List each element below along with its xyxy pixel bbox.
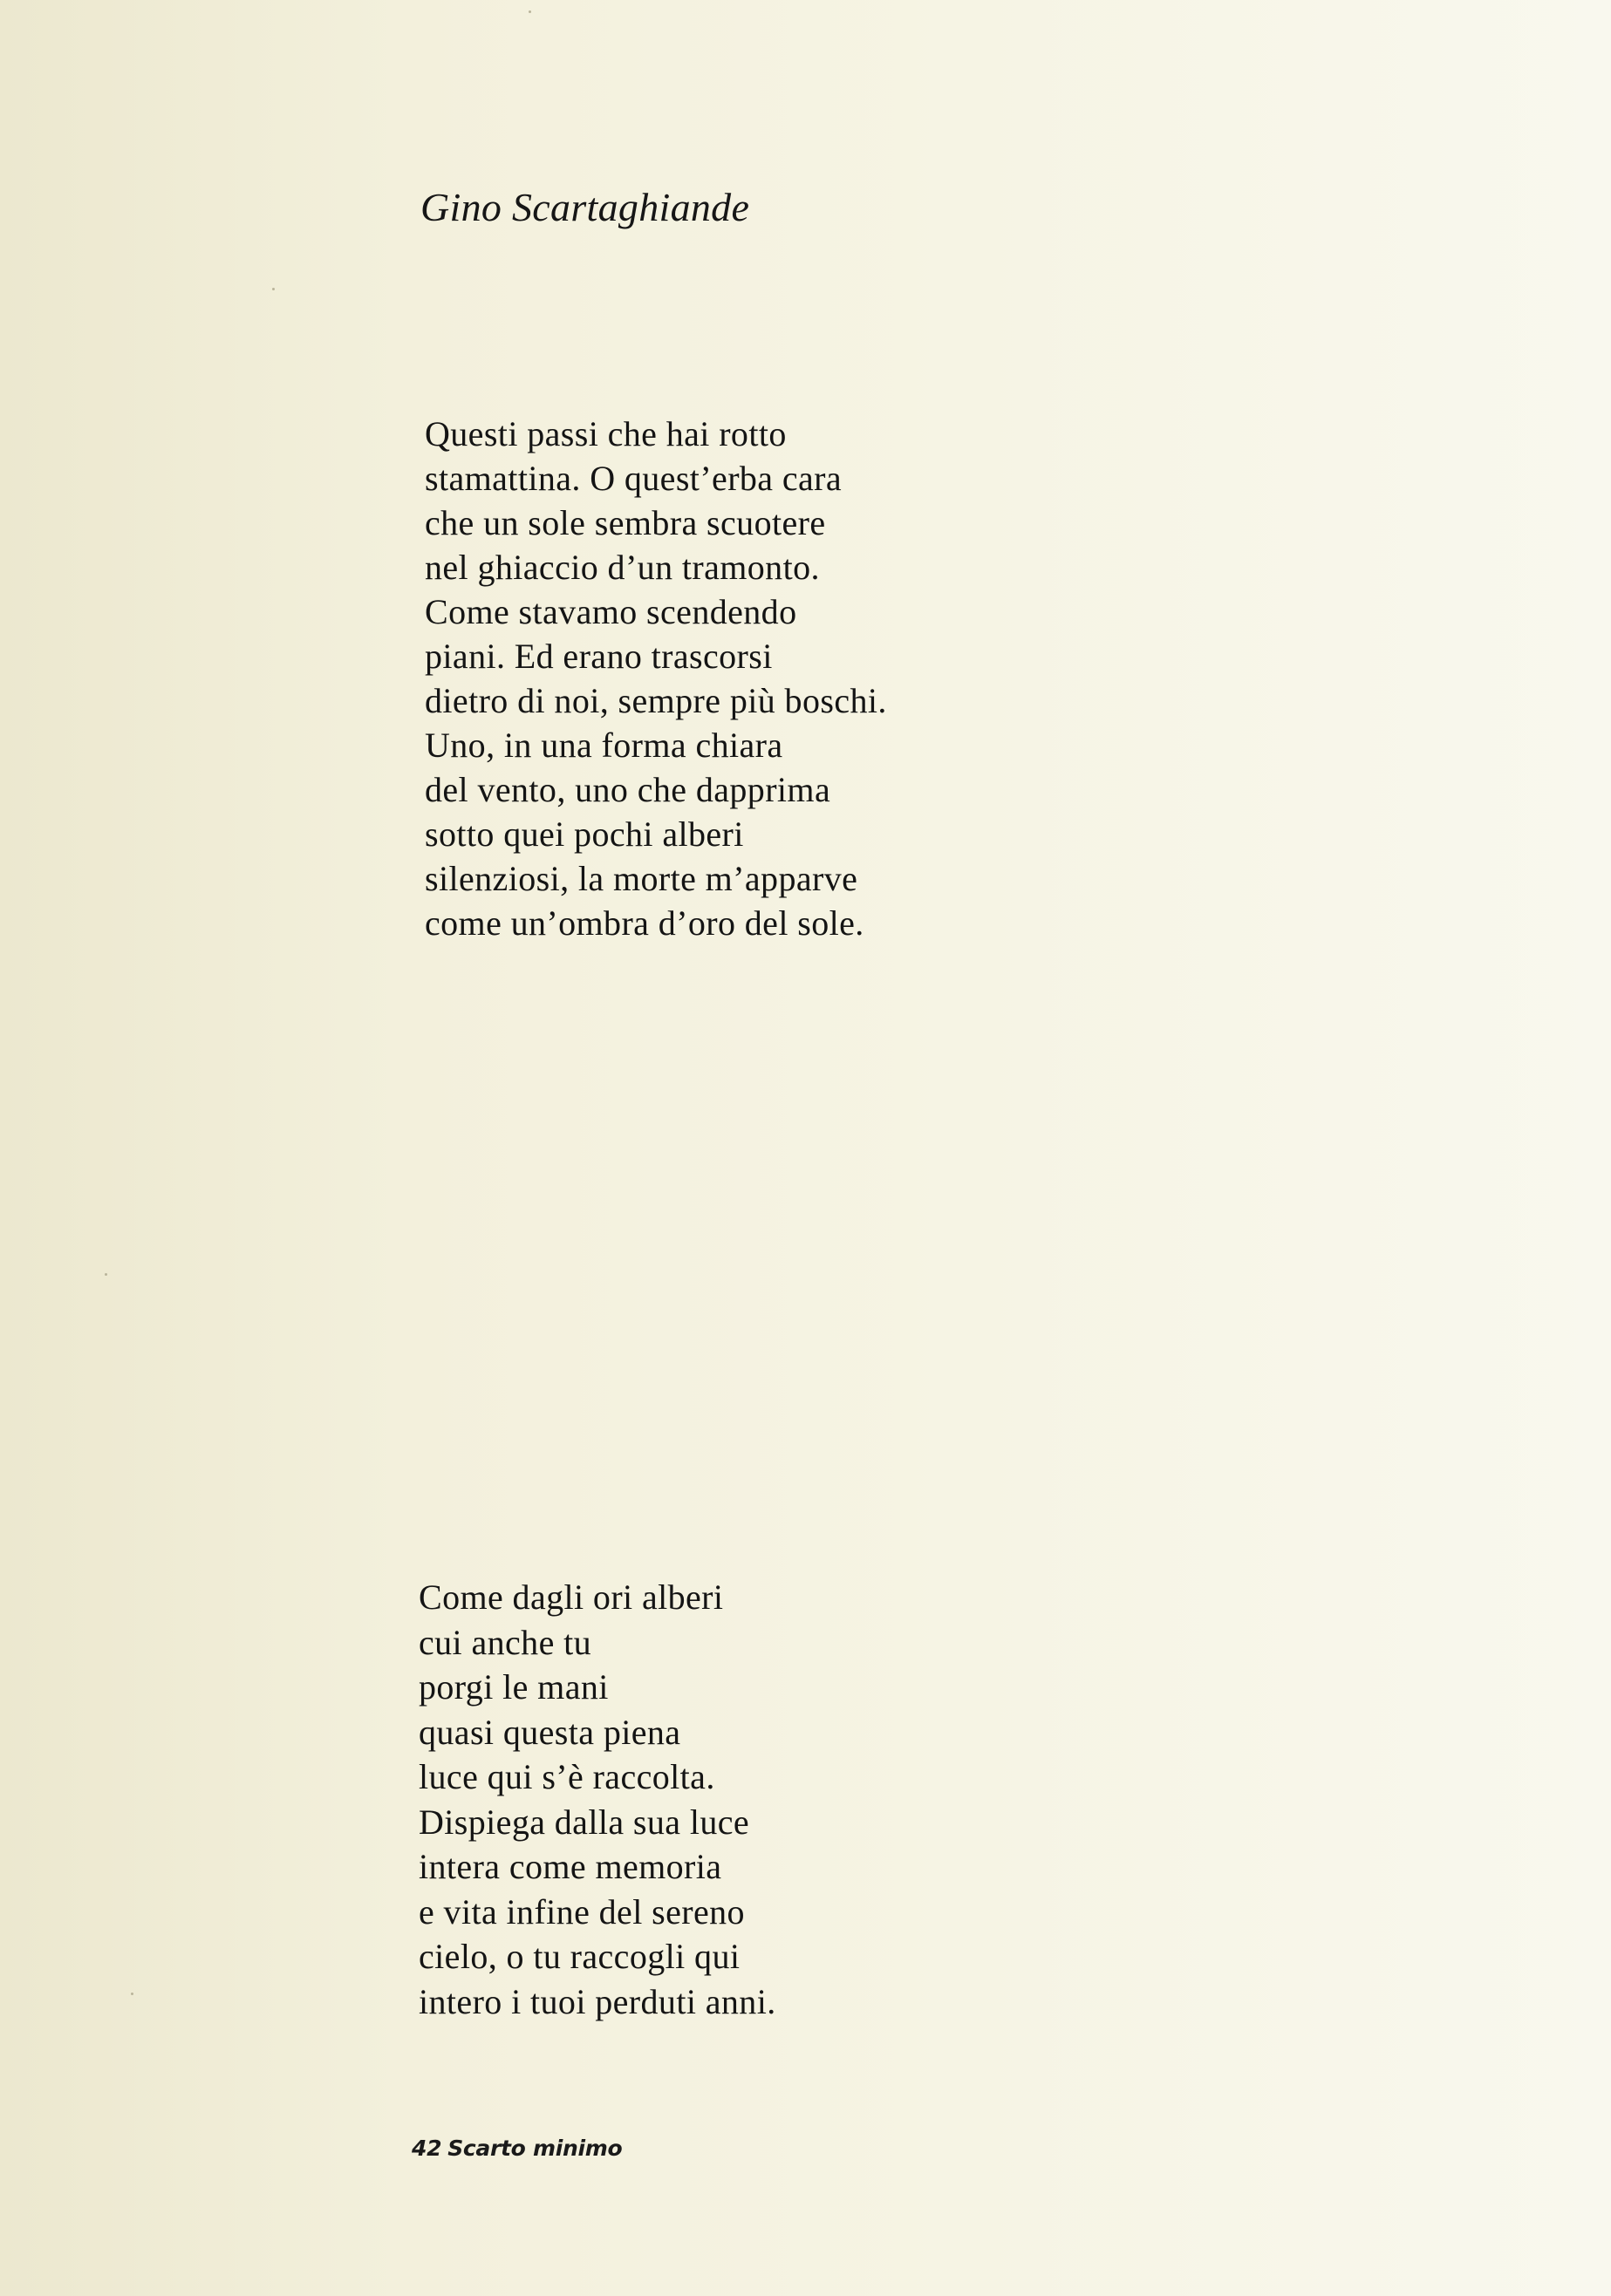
poem-line: nel ghiaccio d’un tramonto. xyxy=(425,548,820,587)
poem-line: e vita infine del sereno xyxy=(419,1891,745,1932)
poem-line: sotto quei pochi alberi xyxy=(425,814,744,854)
poem-line: dietro di noi, sempre più boschi. xyxy=(425,681,887,720)
poem-first xyxy=(425,412,887,945)
paper-speck xyxy=(529,10,531,13)
poem-line: cielo, o tu raccogli qui xyxy=(419,1937,741,1976)
poem-line: intera come memoria xyxy=(419,1847,722,1886)
paper-speck xyxy=(272,288,275,290)
poem-line: Come dagli ori alberi xyxy=(419,1577,724,1617)
poem-line: del vento, uno che dapprima xyxy=(425,770,831,809)
publication-title: Scarto minimo xyxy=(447,2136,623,2161)
poem-line: Dispiega dalla sua luce xyxy=(419,1802,750,1842)
poem-line: silenziosi, la morte m’apparve xyxy=(425,859,858,898)
poem-line: luce qui s’è raccolta. xyxy=(419,1757,715,1796)
author-name: Gino Scartaghiande xyxy=(420,185,750,229)
poem-line: porgi le mani xyxy=(419,1667,609,1707)
poem-line: quasi questa piena xyxy=(419,1712,681,1752)
poem-line: Questi passi che hai rotto xyxy=(425,414,787,453)
poem-line: stamattina. O quest’erba cara xyxy=(425,459,843,498)
poem-line: come un’ombra d’oro del sole. xyxy=(425,903,864,943)
page-number: 42 xyxy=(412,2136,442,2161)
paper-speck xyxy=(105,1273,107,1276)
poem-line: che un sole sembra scuotere xyxy=(425,503,826,542)
poem-line: piani. Ed erano trascorsi xyxy=(425,637,773,676)
poem-line: intero i tuoi perduti anni. xyxy=(419,1981,776,2021)
paper-speck xyxy=(131,1993,133,1995)
poem-second xyxy=(419,1575,776,2024)
poem-line: cui anche tu xyxy=(419,1622,592,1662)
poem-line: Uno, in una forma chiara xyxy=(425,726,783,765)
page-footer xyxy=(412,2135,622,2163)
poem-line: Come stavamo scendendo xyxy=(425,592,797,631)
